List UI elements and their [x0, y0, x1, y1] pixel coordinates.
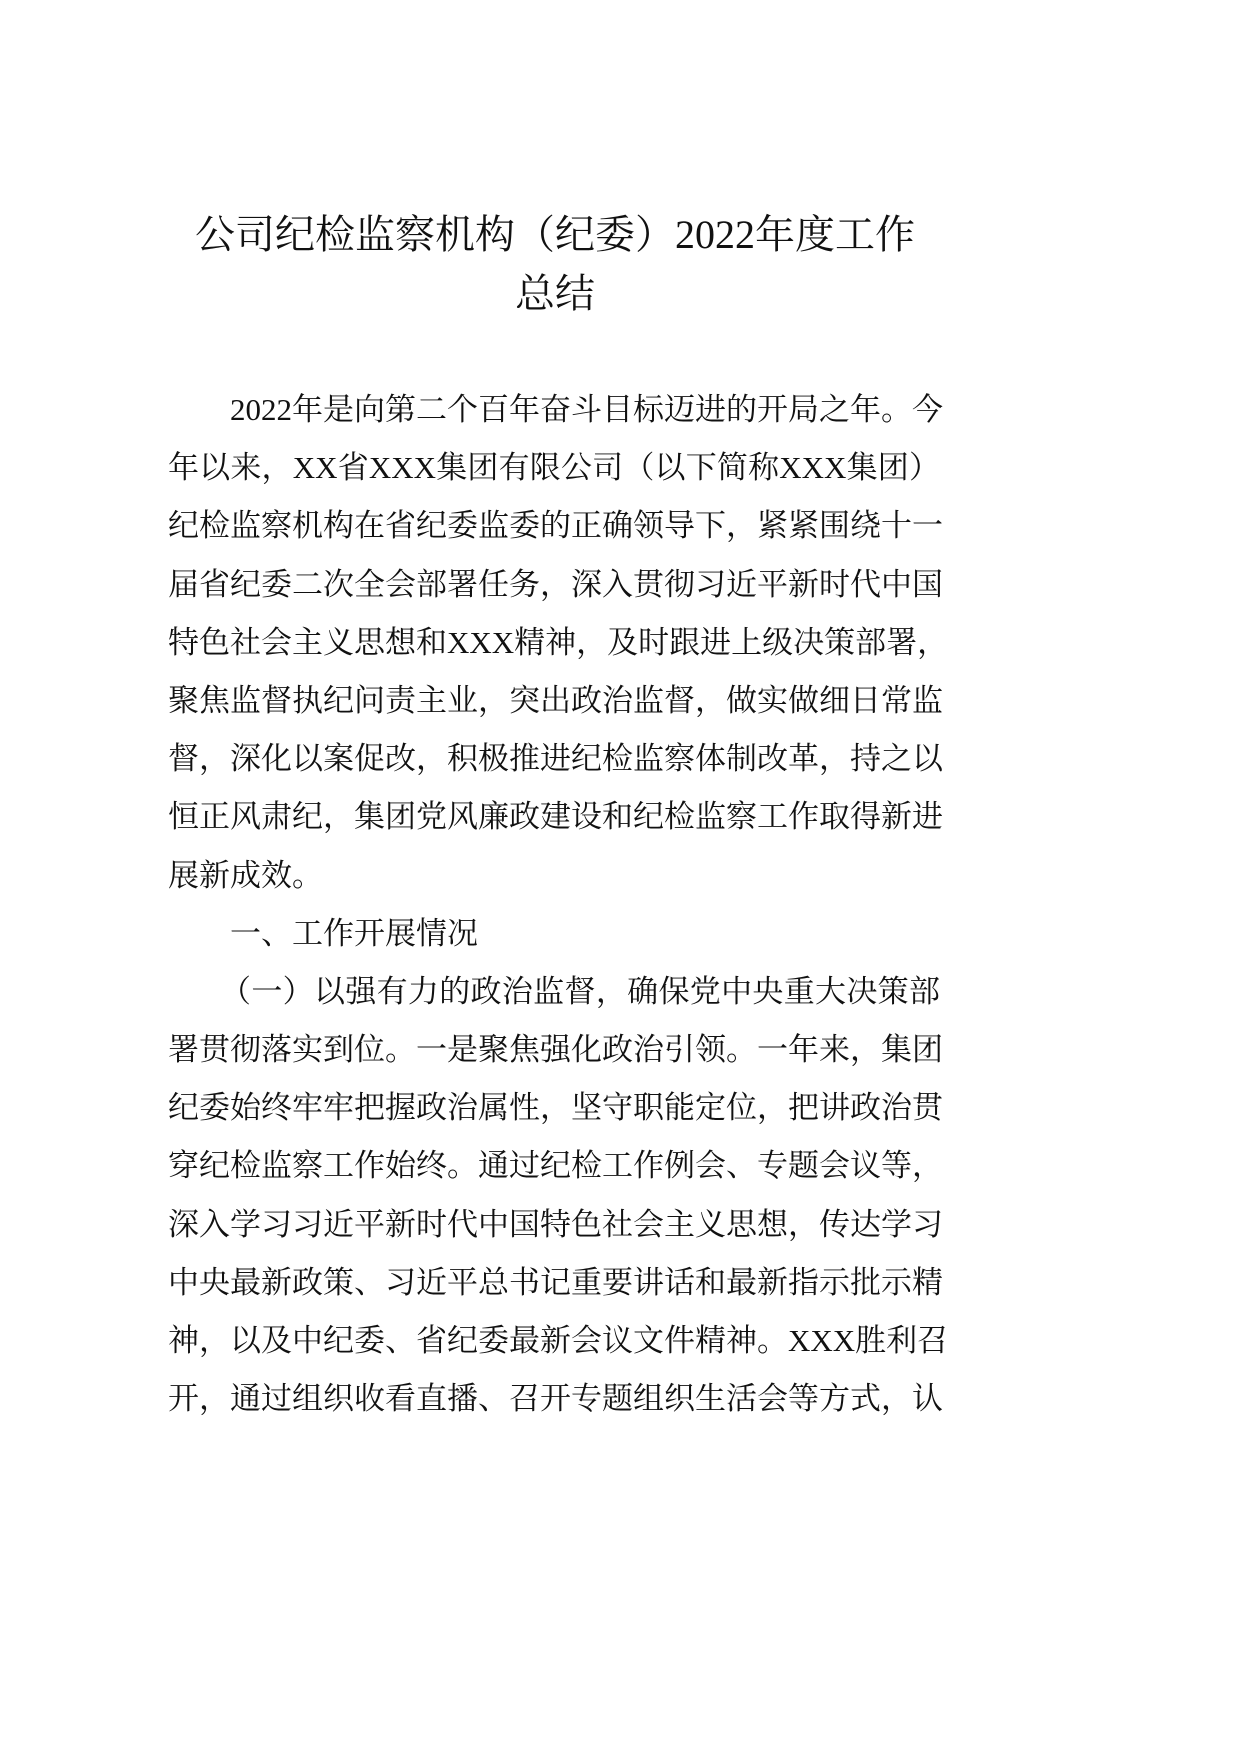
- text-line: 督，深化以案促改，积极推进纪检监察体制改革，持之以: [168, 741, 943, 777]
- title-line: 公司纪检监察机构（纪委）2022年度工作: [195, 212, 915, 257]
- text-line: 展新成效。: [168, 857, 323, 893]
- text-line: 中央最新政策、习近平总书记重要讲话和最新指示批示精: [168, 1264, 943, 1300]
- text-line: 恒正风肃纪，集团党风廉政建设和纪检监察工作取得新进: [168, 799, 943, 835]
- text-line: 穿纪检监察工作始终。通过纪检工作例会、专题会议等，: [168, 1148, 943, 1184]
- document-title: [160, 205, 950, 323]
- title-line: 总结: [515, 271, 595, 316]
- text-line: （一）以强有力的政治监督，确保党中央重大决策部: [220, 973, 940, 1009]
- text-line: 年以来，XX省XXX集团有限公司（以下简称XXX集团）: [168, 450, 940, 486]
- text-line: 特色社会主义思想和XXX精神，及时跟进上级决策部署，: [168, 624, 949, 660]
- text-line: 2022年是向第二个百年奋斗目标迈进的开局之年。今: [230, 392, 943, 427]
- text-line: 开，通过组织收看直播、召开专题组织生活会等方式，认: [168, 1381, 943, 1417]
- paragraph-intro: [168, 381, 949, 905]
- text-line: 纪检监察机构在省纪委监委的正确领导下，紧紧围绕十一: [168, 508, 943, 544]
- text-line: 聚焦监督执纪问责主业，突出政治监督，做实做细日常监: [168, 682, 943, 718]
- document-body: [168, 381, 949, 1428]
- paragraph-section-1: [168, 963, 949, 1429]
- text-line: 署贯彻落实到位。一是聚焦强化政治引领。一年来，集团: [168, 1032, 943, 1068]
- text-line: 纪委始终牢牢把握政治属性，坚守职能定位，把讲政治贯: [168, 1090, 943, 1126]
- text-line: 神，以及中纪委、省纪委最新会议文件精神。XXX胜利召: [168, 1323, 949, 1358]
- text-line: 届省纪委二次全会部署任务，深入贯彻习近平新时代中国: [168, 566, 943, 602]
- text-line: 深入学习习近平新时代中国特色社会主义思想，传达学习: [168, 1206, 943, 1242]
- section-heading: 一、工作开展情况: [230, 915, 478, 951]
